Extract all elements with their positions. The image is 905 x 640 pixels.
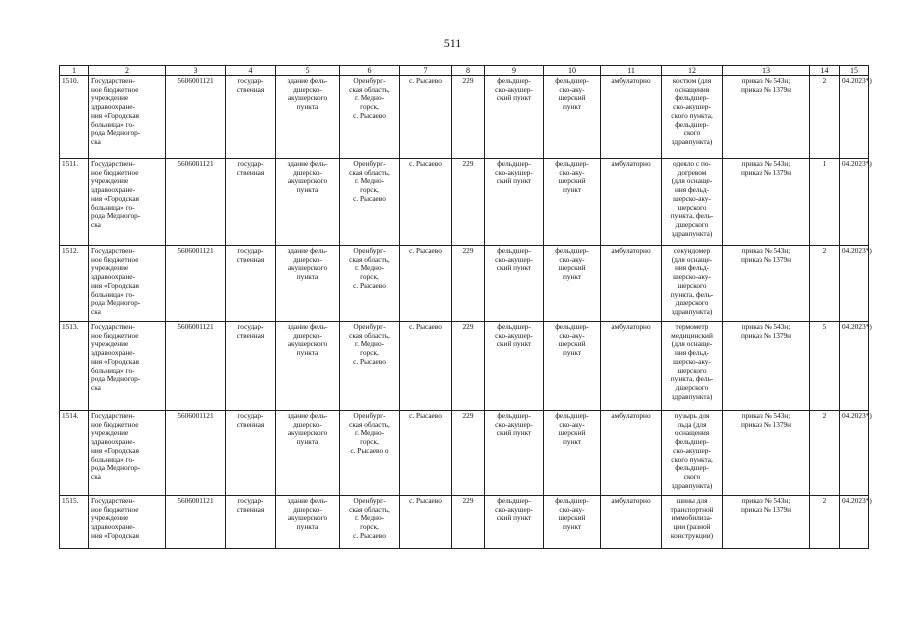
- date: 04.2023*): [842, 246, 872, 255]
- building-type: здание фель- дшерско- акушерского пункта: [287, 246, 328, 282]
- population: 229: [462, 76, 474, 85]
- building-type: здание фель- дшерско- акушерского пункта: [287, 159, 328, 195]
- building-type: здание фель- дшерско- акушерского пункта: [287, 496, 328, 532]
- quantity: 2: [822, 76, 827, 85]
- date: 04.2023*): [842, 496, 872, 505]
- order-reference: приказ № 543н; приказ № 1379н: [740, 322, 792, 340]
- population: 229: [462, 411, 474, 420]
- locality: с. Рысаево: [409, 411, 442, 420]
- table-row: [60, 76, 869, 159]
- subdivision-type: фельдшер- ско-аку- шерский пункт: [555, 246, 589, 282]
- column-header: 15: [840, 66, 869, 76]
- equipment-item: одеяло с по- догревом (для оснаще- ния фельд- шерско-аку- шерского пункта, фель- дшерского здравпункта): [670, 159, 714, 238]
- address: Оренбург- ская область, г. Медно- горск, с. Рысаево: [349, 322, 390, 366]
- column-header: 8: [452, 66, 485, 76]
- inn-code: 5606001121: [177, 322, 214, 331]
- organization-name: Государствен- ное бюджетное учреждение здравоохране- ния «Городская больница» го- рода Медногор- ска: [91, 159, 141, 229]
- building-type: здание фель- дшерско- акушерского пункта: [287, 76, 328, 112]
- row-number: 1512.: [60, 246, 89, 322]
- address: Оренбург- ская область, г. Медно- горск, с. Рысаево: [349, 496, 390, 540]
- care-conditions: амбулаторно: [611, 322, 651, 331]
- date: 04.2023*): [842, 76, 872, 85]
- locality: с. Рысаево: [409, 76, 442, 85]
- population: 229: [462, 322, 474, 331]
- row-number: 1511.: [60, 159, 89, 246]
- order-reference: приказ № 543н; приказ № 1379н: [740, 76, 792, 94]
- subdivision-type: фельдшер- ско-аку- шерский пункт: [555, 496, 589, 532]
- ownership-form: государ- ственная: [236, 496, 265, 514]
- facility-type: фельдшер- ско-акушер- ский пункт: [495, 246, 533, 273]
- order-reference: приказ № 543н; приказ № 1379н: [740, 246, 792, 264]
- column-header: 10: [544, 66, 601, 76]
- facility-type: фельдшер- ско-акушер- ский пункт: [495, 159, 533, 186]
- quantity: 5: [822, 322, 827, 331]
- row-number: 1514.: [60, 411, 89, 496]
- table-row: [60, 322, 869, 411]
- facility-type: фельдшер- ско-акушер- ский пункт: [495, 76, 533, 103]
- equipment-item: секундомер (для оснаще- ния фельд- шерско-аку- шерского пункта, фель- дшерского здравпункта): [670, 246, 714, 316]
- care-conditions: амбулаторно: [611, 411, 651, 420]
- column-header: 13: [723, 66, 810, 76]
- address: Оренбург- ская область, г. Медно- горск, с. Рысаево: [349, 159, 390, 203]
- locality: с. Рысаево: [409, 322, 442, 331]
- ownership-form: государ- ственная: [236, 322, 265, 340]
- building-type: здание фель- дшерско- акушерского пункта: [287, 411, 328, 447]
- locality: с. Рысаево: [409, 159, 442, 168]
- column-header: 14: [810, 66, 840, 76]
- care-conditions: амбулаторно: [611, 76, 651, 85]
- facility-type: фельдшер- ско-акушер- ский пункт: [495, 322, 533, 349]
- address: Оренбург- ская область, г. Медно- горск, с. Рысаево: [349, 76, 390, 120]
- care-conditions: амбулаторно: [611, 246, 651, 255]
- quantity: 2: [822, 411, 827, 420]
- inn-code: 5606001121: [177, 159, 214, 168]
- inn-code: 5606001121: [177, 246, 214, 255]
- population: 229: [462, 159, 474, 168]
- facility-type: фельдшер- ско-акушер- ский пункт: [495, 496, 533, 523]
- table-row: [60, 159, 869, 246]
- order-reference: приказ № 543н; приказ № 1379н: [740, 496, 792, 514]
- date: 04.2023*): [842, 159, 872, 168]
- header-row: [60, 66, 869, 76]
- registry-table: [59, 65, 872, 549]
- table-row: [60, 246, 869, 322]
- quantity: 1: [822, 159, 827, 168]
- equipment-item: пузырь для льда (для оснащения фельдшер- ско-акушер- ского пункта, фельдшер- ского здравпункта): [671, 411, 713, 490]
- equipment-item: термометр медицинский (для оснаще- ния фельд- шерско-аку- шерского пункта, фель- дшерского здравпункта): [670, 322, 714, 401]
- ownership-form: государ- ственная: [236, 76, 265, 94]
- column-header: 2: [89, 66, 166, 76]
- column-header: 6: [340, 66, 400, 76]
- column-header: 1: [60, 66, 89, 76]
- column-header: 4: [226, 66, 276, 76]
- column-header: 12: [662, 66, 723, 76]
- organization-name: Государствен- ное бюджетное учреждение здравоохране- ния «Городская: [91, 496, 139, 540]
- column-header: 11: [601, 66, 662, 76]
- organization-name: Государствен- ное бюджетное учреждение здравоохране- ния «Городская больница» го- рода Медногор- ска: [91, 322, 141, 392]
- organization-name: Государствен- ное бюджетное учреждение здравоохране- ния «Городская больница» го- рода Медногор- ска: [91, 411, 141, 481]
- organization-name: Государствен- ное бюджетное учреждение здравоохране- ния «Городская больница» го- рода Медногор- ска: [91, 76, 141, 146]
- ownership-form: государ- ственная: [236, 411, 265, 429]
- population: 229: [462, 496, 474, 505]
- subdivision-type: фельдшер- ско-аку- шерский пункт: [555, 76, 589, 112]
- address: Оренбург- ская область, г. Медно- горск, с. Рысаево: [349, 246, 390, 290]
- subdivision-type: фельдшер- ско-аку- шерский пункт: [555, 411, 589, 447]
- equipment-item: шины для транспортной иммобилиза- ции (разной конструкции): [670, 496, 714, 540]
- table-row: [60, 496, 869, 549]
- page-number: 511: [443, 36, 462, 50]
- date: 04.2023*): [842, 411, 872, 420]
- organization-name: Государствен- ное бюджетное учреждение здравоохране- ния «Городская больница» го- рода Медногор- ска: [91, 246, 141, 316]
- subdivision-type: фельдшер- ско-аку- шерский пункт: [555, 322, 589, 358]
- quantity: 2: [822, 246, 827, 255]
- locality: с. Рысаево: [409, 496, 442, 505]
- column-header: 9: [485, 66, 544, 76]
- row-number: 1515.: [60, 496, 89, 549]
- building-type: здание фель- дшерско- акушерского пункта: [287, 322, 328, 358]
- ownership-form: государ- ственная: [236, 159, 265, 177]
- facility-type: фельдшер- ско-акушер- ский пункт: [495, 411, 533, 438]
- care-conditions: амбулаторно: [611, 496, 651, 505]
- care-conditions: амбулаторно: [611, 159, 651, 168]
- address: Оренбург- ская область, г. Медно- горск, с. Рысаево о: [349, 411, 390, 455]
- column-header: 5: [276, 66, 340, 76]
- date: 04.2023*): [842, 322, 872, 331]
- inn-code: 5606001121: [177, 411, 214, 420]
- inn-code: 5606001121: [177, 496, 214, 505]
- column-header: 7: [400, 66, 452, 76]
- row-number: 1510.: [60, 76, 89, 159]
- row-number: 1513.: [60, 322, 89, 411]
- order-reference: приказ № 543н; приказ № 1379н: [740, 411, 792, 429]
- equipment-item: костюм (для оснащения фельдшер- ско-акушер- ского пункта, фельдшер- ского здравпункта): [671, 76, 713, 146]
- subdivision-type: фельдшер- ско-аку- шерский пункт: [555, 159, 589, 195]
- population: 229: [462, 246, 474, 255]
- order-reference: приказ № 543н; приказ № 1379н: [740, 159, 792, 177]
- column-header: 3: [166, 66, 226, 76]
- table-row: [60, 411, 869, 496]
- locality: с. Рысаево: [409, 246, 442, 255]
- ownership-form: государ- ственная: [236, 246, 265, 264]
- inn-code: 5606001121: [177, 76, 214, 85]
- quantity: 2: [822, 496, 827, 505]
